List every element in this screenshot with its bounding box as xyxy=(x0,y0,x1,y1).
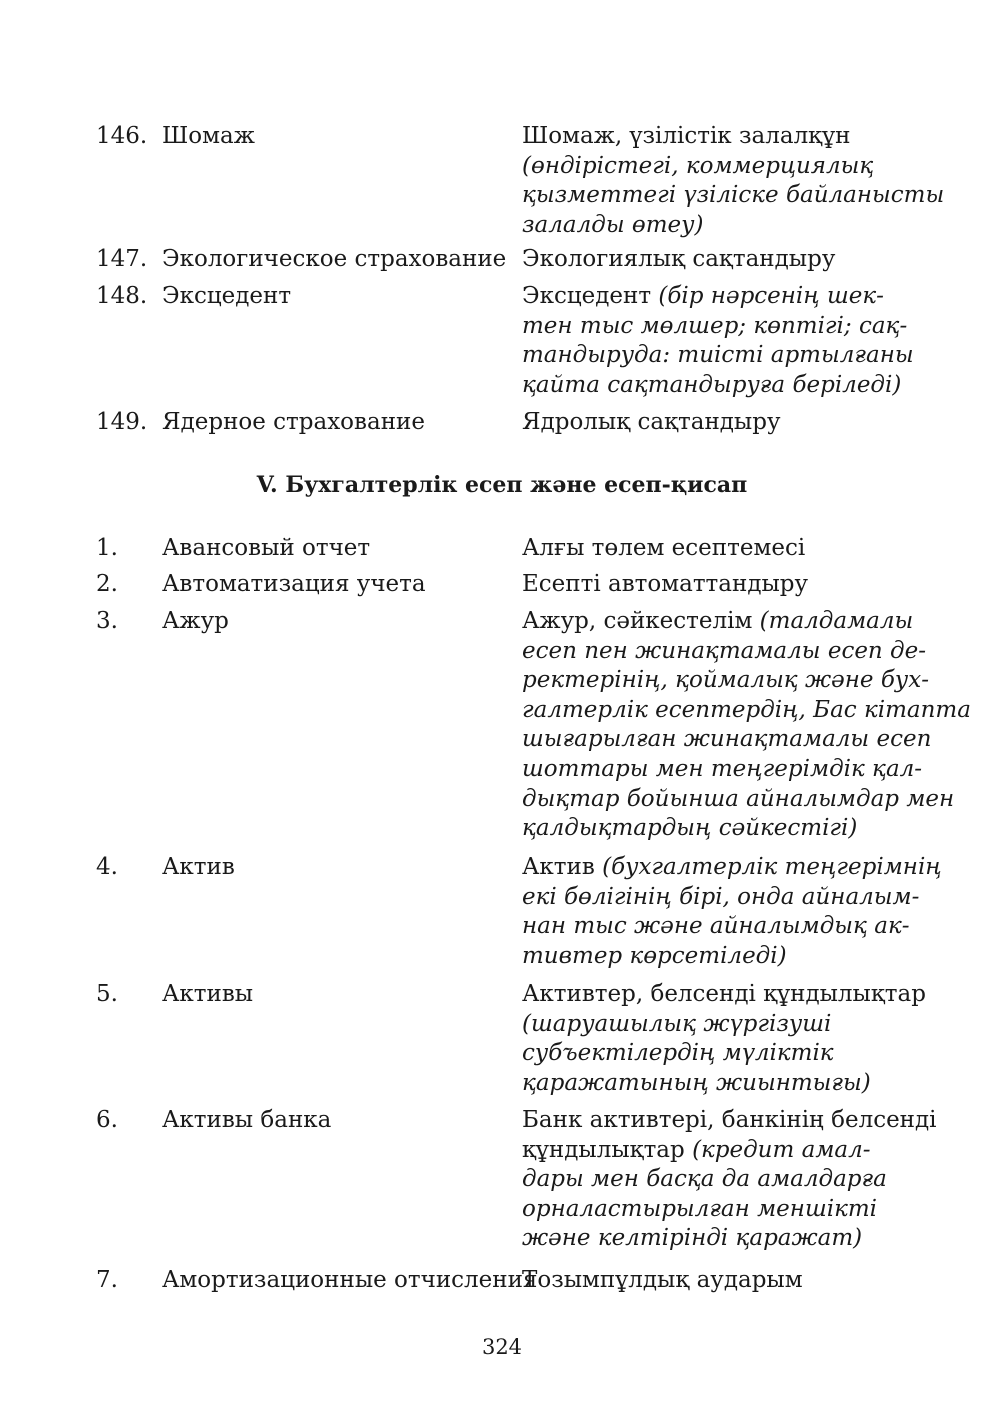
kazakh-translation xyxy=(522,282,922,400)
section-heading: V. Бухгалтерлік есеп және есеп-қисап xyxy=(256,472,748,498)
translation-gloss: (өндірістегі, коммерциялық xyxy=(522,152,874,179)
kazakh-translation xyxy=(522,607,971,844)
entry-number: 4. xyxy=(96,854,118,880)
translation-gloss: залалды өтеу) xyxy=(522,211,704,238)
translation-gloss: және келтірінді қаражат) xyxy=(522,1225,863,1252)
translation-text: Банк активтері, банкінің белсенді xyxy=(522,1107,937,1133)
russian-term: Автоматизация учета xyxy=(162,571,426,597)
russian-term: Активы банка xyxy=(162,1107,332,1133)
translation-text: Шомаж, үзілістік залалқұн xyxy=(522,123,851,149)
entry-number: 3. xyxy=(96,608,118,634)
entry-number: 148. xyxy=(96,283,148,309)
translation-text: Алғы төлем есептемесі xyxy=(522,535,806,561)
translation-text: Ядролық сақтандыру xyxy=(522,409,781,435)
kazakh-translation xyxy=(522,534,922,564)
translation-gloss: (талдамалы xyxy=(759,608,914,634)
translation-gloss: тивтер көрсетіледі) xyxy=(522,942,787,969)
translation-gloss: (бір нәрсенің шек- xyxy=(658,283,884,309)
entry-number: 146. xyxy=(96,123,148,149)
russian-term: Экологическое страхование xyxy=(162,246,507,272)
translation-gloss: орналастырылған меншікті xyxy=(522,1195,877,1222)
kazakh-translation xyxy=(522,1106,937,1254)
translation-gloss: дықтар бойынша айналымдар мен xyxy=(522,785,955,812)
russian-term: Авансовый отчет xyxy=(162,535,371,561)
translation-text: Ажур, сәйкестелім xyxy=(522,608,760,634)
entry-number: 149. xyxy=(96,409,148,435)
entry-number: 1. xyxy=(96,535,118,561)
translation-gloss: қалдықтардың сәйкестігі) xyxy=(522,815,858,842)
translation-gloss: ректерінің, қоймалық және бух- xyxy=(522,667,929,694)
entry-number: 6. xyxy=(96,1107,118,1133)
translation-text: Экологиялық сақтандыру xyxy=(522,246,836,272)
translation-gloss: шығарылған жинақтамалы есеп xyxy=(522,726,932,753)
translation-text: Тозымпұлдық аударым xyxy=(522,1267,803,1293)
translation-gloss: есеп пен жинақтамалы есеп де- xyxy=(522,637,927,664)
russian-term: Шомаж xyxy=(162,123,255,149)
russian-term: Амортизационные отчисления xyxy=(162,1267,538,1293)
entry-number: 2. xyxy=(96,571,118,597)
translation-gloss: субъектілердің мүліктік xyxy=(522,1040,834,1067)
translation-gloss: қайта сақтандыруға беріледі) xyxy=(522,371,902,398)
translation-gloss: нан тыс және айналымдық ак- xyxy=(522,913,910,940)
translation-gloss: (шаруашылық жүргізуші xyxy=(522,1010,832,1037)
translation-gloss: тандыруда: тиісті артылғаны xyxy=(522,342,914,369)
page-number: 324 xyxy=(481,1335,523,1359)
translation-gloss: қаражатының жиынтығы) xyxy=(522,1069,871,1096)
entry-number: 7. xyxy=(96,1267,118,1293)
kazakh-translation xyxy=(522,122,945,240)
translation-text: Актив xyxy=(522,854,603,880)
translation-gloss: шоттары мен теңгерімдік қал- xyxy=(522,755,923,782)
entry-number: 147. xyxy=(96,246,148,272)
translation-gloss: екі бөлігінің бірі, онда айналым- xyxy=(522,883,920,910)
translation-gloss: дары мен басқа да амалдарға xyxy=(522,1166,887,1193)
kazakh-translation xyxy=(522,1266,922,1296)
translation-gloss: тен тыс мөлшер; көптігі; сақ- xyxy=(522,312,908,339)
kazakh-translation xyxy=(522,408,922,438)
translation-text: Есепті автоматтандыру xyxy=(522,571,809,597)
kazakh-translation xyxy=(522,570,922,600)
translation-gloss: қызметтегі үзіліске байланысты xyxy=(522,182,945,209)
translation-text: құндылықтар xyxy=(522,1136,693,1163)
kazakh-translation xyxy=(522,245,922,275)
russian-term: Ажур xyxy=(162,608,229,634)
russian-term: Эксцедент xyxy=(162,283,292,309)
kazakh-translation xyxy=(522,853,942,971)
translation-gloss: (кредит амал- xyxy=(692,1136,871,1163)
translation-gloss: галтерлік есептердің, Бас кітапта xyxy=(522,696,971,723)
translation-text: Активтер, белсенді құндылықтар xyxy=(522,981,926,1007)
russian-term: Ядерное страхование xyxy=(162,409,425,435)
russian-term: Актив xyxy=(162,854,235,880)
translation-text: Эксцедент xyxy=(522,283,659,309)
russian-term: Активы xyxy=(162,981,254,1007)
translation-gloss: (бухгалтерлік теңгерімнің xyxy=(602,854,942,880)
kazakh-translation xyxy=(522,980,926,1098)
entry-number: 5. xyxy=(96,981,118,1007)
